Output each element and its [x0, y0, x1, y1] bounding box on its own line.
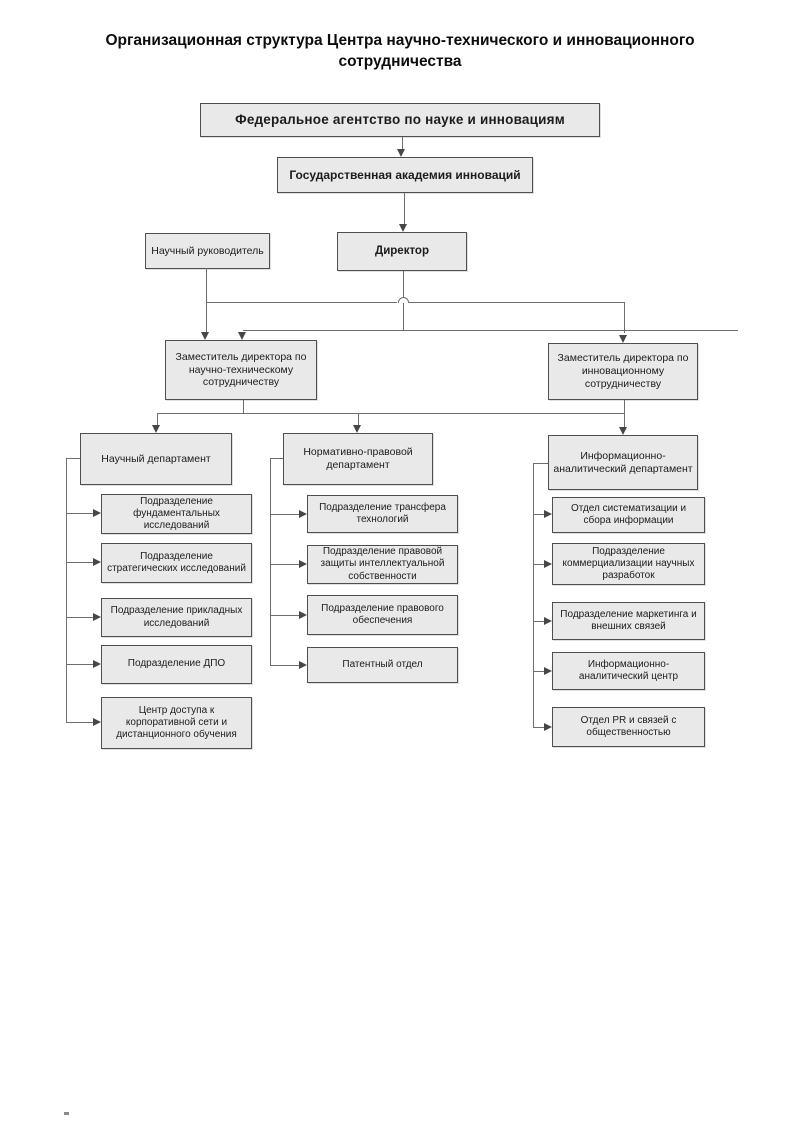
node-state-academy: Государственная академия инноваций [277, 157, 533, 193]
connector-hop [398, 297, 409, 303]
connector-line [66, 664, 94, 665]
connector-arrow [544, 723, 552, 731]
node-dept-info-analytics: Информационно-аналитический департамент [548, 435, 698, 490]
connector-arrow [238, 332, 246, 340]
connector-arrow [299, 560, 307, 568]
connector-line [533, 463, 548, 464]
scan-speck [64, 1112, 69, 1115]
node-scientific-head: Научный руководитель [145, 233, 270, 269]
node-deputy-innovation: Заместитель директора по инновационному сотрудничеству [548, 343, 698, 400]
connector-arrow [93, 558, 101, 566]
node-deputy-scitech: Заместитель директора по научно-техническому сотрудничеству [165, 340, 317, 400]
node-unit-patent-office: Патентный отдел [307, 647, 458, 683]
node-unit-pr: Отдел PR и связей с общественностью [552, 707, 705, 747]
connector-line [206, 268, 207, 332]
node-unit-dpo: Подразделение ДПО [101, 645, 252, 684]
connector-line [66, 617, 94, 618]
connector-line [66, 562, 94, 563]
connector-arrow [93, 613, 101, 621]
connector-arrow [353, 425, 361, 433]
connector-arrow [299, 510, 307, 518]
connector-arrow [397, 149, 405, 157]
connector-line [66, 458, 67, 723]
connector-line [206, 302, 397, 303]
connector-line [270, 458, 283, 459]
node-director: Директор [337, 232, 467, 271]
connector-arrow [93, 509, 101, 517]
connector-line [270, 615, 300, 616]
connector-line [624, 400, 625, 428]
connector-arrow [619, 335, 627, 343]
connector-arrow [619, 427, 627, 435]
connector-arrow [93, 718, 101, 726]
connector-line [404, 193, 405, 224]
connector-line [66, 722, 94, 723]
connector-line [409, 302, 625, 303]
connector-arrow [152, 425, 160, 433]
node-unit-marketing: Подразделение маркетинга и внешних связей [552, 602, 705, 640]
connector-line [270, 564, 300, 565]
node-unit-info-analytics-center: Информационно-аналитический центр [552, 652, 705, 690]
connector-arrow [544, 510, 552, 518]
node-unit-systematization: Отдел систематизации и сбора информации [552, 497, 705, 533]
connector-line [624, 302, 625, 333]
connector-line [533, 463, 534, 727]
connector-arrow [544, 667, 552, 675]
node-unit-commercialization: Подразделение коммерциализации научных разработок [552, 543, 705, 585]
page-title: Организационная структура Центра научно-технического и инновационного сотрудничества [105, 32, 695, 70]
node-unit-fundamental-research: Подразделение фундаментальных исследований [101, 494, 252, 534]
connector-arrow [399, 224, 407, 232]
connector-arrow [299, 611, 307, 619]
node-dept-legal: Нормативно-правовой департамент [283, 433, 433, 485]
connector-arrow [93, 660, 101, 668]
node-unit-tech-transfer: Подразделение трансфера технологий [307, 495, 458, 533]
connector-line [270, 514, 300, 515]
connector-line [66, 513, 94, 514]
node-unit-ip-protection: Подразделение правовой защиты интеллектуальной собственности [307, 545, 458, 584]
connector-line [157, 413, 625, 414]
connector-line [270, 665, 300, 666]
connector-arrow [299, 661, 307, 669]
node-unit-corporate-network-center: Центр доступа к корпоративной сети и дистанционного обучения [101, 697, 252, 749]
connector-arrow [544, 560, 552, 568]
node-unit-applied-research: Подразделение прикладных исследований [101, 598, 252, 637]
node-federal-agency: Федеральное агентство по науке и инновациям [200, 103, 600, 137]
connector-line [243, 330, 738, 331]
connector-arrow [201, 332, 209, 340]
node-dept-scientific: Научный департамент [80, 433, 232, 485]
node-unit-strategic-research: Подразделение стратегических исследований [101, 543, 252, 583]
node-unit-legal-support: Подразделение правового обеспечения [307, 595, 458, 635]
connector-line [243, 400, 244, 413]
connector-line [270, 458, 271, 665]
connector-arrow [544, 617, 552, 625]
connector-line [66, 458, 80, 459]
